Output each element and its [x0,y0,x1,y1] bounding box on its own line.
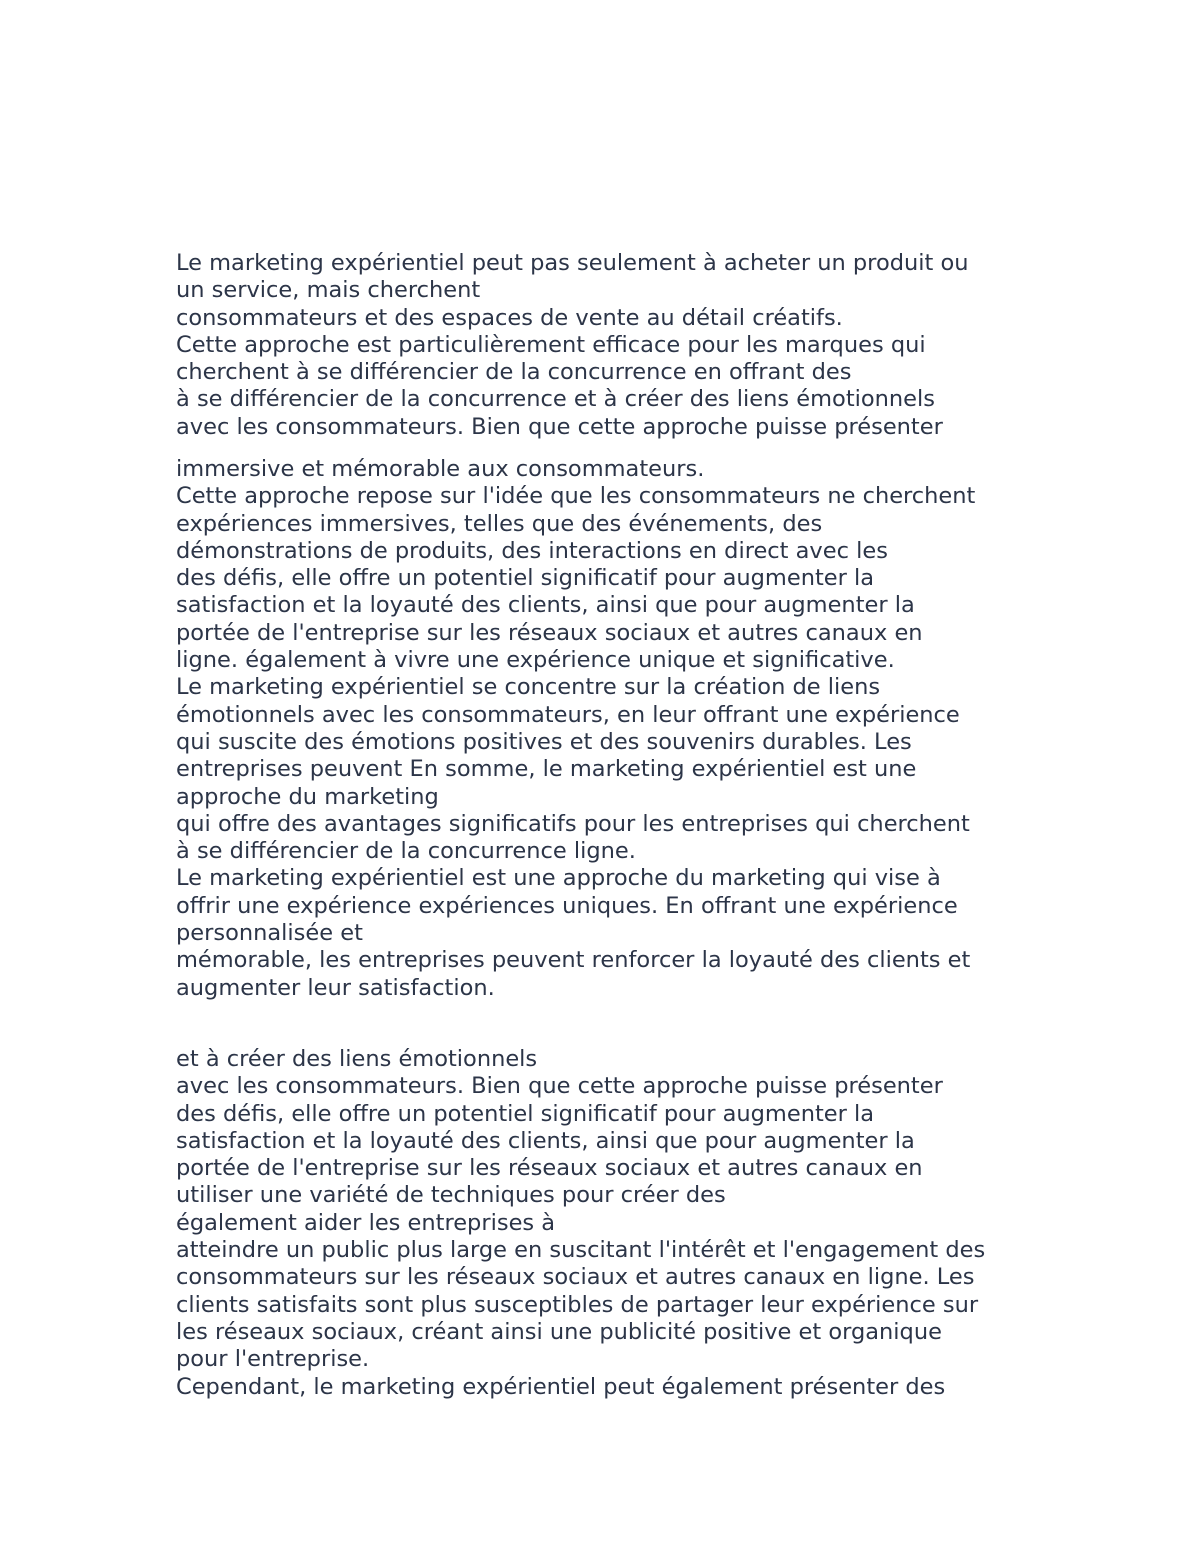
text-line: Le marketing expérientiel est une approche du marketing qui vise à [176,865,941,892]
text-line: avec les consommateurs. Bien que cette approche puisse présenter [176,1073,943,1100]
text-block [176,250,1076,441]
text-line: consommateurs sur les réseaux sociaux et autres canaux en ligne. Les [176,1264,975,1291]
text-line: Le marketing expérientiel peut pas seulement à acheter un produit ou [176,250,969,276]
text-line: les réseaux sociaux, créant ainsi une publicité positive et organique [176,1318,942,1345]
text-line: cherchent à se différencier de la concurrence en offrant des [176,359,852,386]
text-line: qui suscite des émotions positives et des souvenirs durables. Les [176,728,912,755]
text-block [176,456,1076,1002]
text-line: Le marketing expérientiel se concentre sur la création de liens [176,674,881,701]
text-line: utiliser une variété de techniques pour créer des [176,1182,726,1209]
text-line: Cette approche repose sur l'idée que les consommateurs ne cherchent [176,483,976,510]
text-line: mémorable, les entreprises peuvent renforcer la loyauté des clients et [176,947,971,974]
text-line: démonstrations de produits, des interactions en direct avec les [176,537,888,564]
text-line: pour l'entreprise. [176,1346,370,1373]
text-line: consommateurs et des espaces de vente au détail créatifs. [176,304,843,331]
text-line: atteindre un public plus large en suscitant l'intérêt et l'engagement des [176,1237,986,1264]
text-line: à se différencier de la concurrence et à créer des liens émotionnels [176,386,935,413]
text-line: ligne. également à vivre une expérience unique et significative. [176,647,895,674]
text-line: satisfaction et la loyauté des clients, ainsi que pour augmenter la [176,592,915,619]
text-line: un service, mais cherchent [176,277,481,304]
text-line: également aider les entreprises à [176,1209,556,1236]
text-line: à se différencier de la concurrence ligne. [176,838,636,865]
text-line: des défis, elle offre un potentiel significatif pour augmenter la [176,565,875,592]
text-line: immersive et mémorable aux consommateurs. [176,456,705,482]
text-line: expériences immersives, telles que des événements, des [176,510,823,537]
text-line: clients satisfaits sont plus susceptibles de partager leur expérience sur [176,1291,979,1318]
text-line: portée de l'entreprise sur les réseaux sociaux et autres canaux en [176,1155,923,1182]
text-line: augmenter leur satisfaction. [176,974,495,1001]
text-line: et à créer des liens émotionnels [176,1046,538,1072]
text-line: Cependant, le marketing expérientiel peut également présenter des [176,1373,946,1400]
text-line: offrir une expérience expériences uniques. En offrant une expérience [176,892,958,919]
text-line: satisfaction et la loyauté des clients, ainsi que pour augmenter la [176,1127,915,1154]
text-line: portée de l'entreprise sur les réseaux sociaux et autres canaux en [176,619,923,646]
text-line: personnalisée et [176,920,363,947]
text-line: qui offre des avantages significatifs pour les entreprises qui cherchent [176,810,970,837]
text-line: entreprises peuvent En somme, le marketing expérientiel est une [176,756,917,783]
text-line: avec les consommateurs. Bien que cette approche puisse présenter [176,413,943,440]
text-line: approche du marketing [176,783,439,810]
text-line: Cette approche est particulièrement efficace pour les marques qui [176,331,926,358]
text-line: des défis, elle offre un potentiel significatif pour augmenter la [176,1100,875,1127]
text-block [176,1046,1076,1401]
text-line: émotionnels avec les consommateurs, en leur offrant une expérience [176,701,960,728]
